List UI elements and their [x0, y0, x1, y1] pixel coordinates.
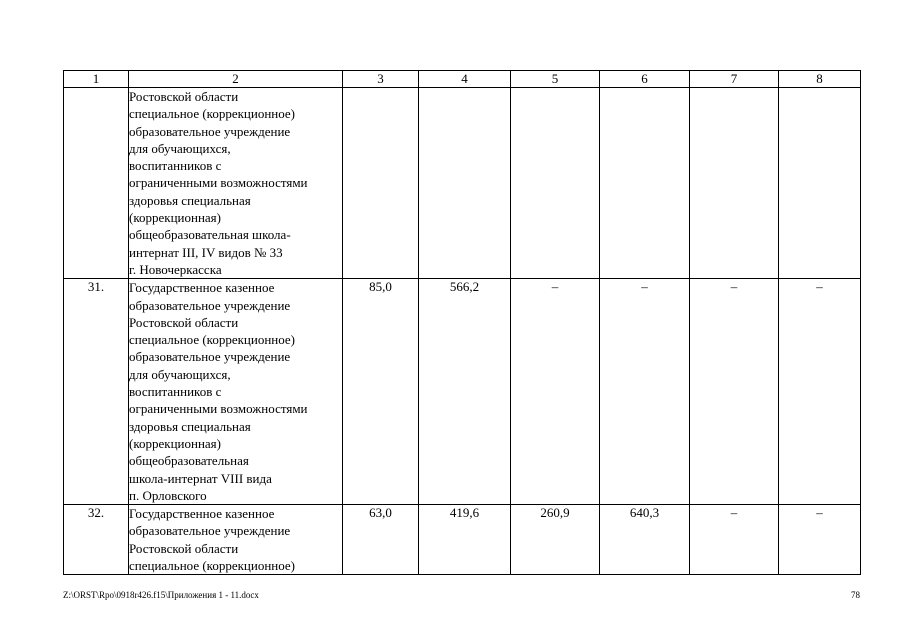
institution-name: [129, 505, 343, 575]
name-line: воспитанников с: [129, 384, 222, 400]
name-line: здоровья специальная: [129, 192, 251, 208]
value-cell-col-8: –: [779, 505, 861, 575]
name-line: образовательное учреждение: [129, 523, 291, 539]
name-line: (коррекционная): [129, 210, 221, 226]
value-cell-col-8: [779, 88, 861, 279]
header-row: [64, 71, 861, 88]
name-line: Ростовской области: [129, 314, 239, 330]
column-header: 8: [779, 71, 861, 88]
name-line: образовательное учреждение: [129, 297, 291, 313]
name-line: Государственное казенное: [129, 280, 275, 296]
table-row: [64, 505, 861, 575]
name-line: специальное (коррекционное): [129, 332, 296, 348]
value-cell-col-6: –: [600, 279, 690, 505]
name-line: п. Орловского: [129, 487, 207, 503]
value-cell-col-3: [343, 88, 419, 279]
name-line: Государственное казенное: [129, 506, 275, 522]
value-cell-col-3: 85,0: [343, 279, 419, 505]
name-line: для обучающихся,: [129, 366, 231, 382]
name-line: г. Новочеркасска: [129, 261, 222, 277]
name-line: Ростовской области: [129, 540, 239, 556]
page-number: 78: [851, 590, 860, 600]
value-cell-col-5: [511, 88, 600, 279]
value-cell-col-7: –: [690, 279, 779, 505]
name-line: специальное (коррекционное): [129, 558, 296, 574]
value-cell-col-4: [419, 88, 511, 279]
name-line: Ростовской области: [129, 89, 239, 104]
row-number: [64, 88, 129, 279]
name-line: общеобразовательная: [129, 453, 249, 469]
data-table: [63, 70, 861, 575]
name-line: специальное (коррекционное): [129, 106, 296, 122]
value-cell-col-8: –: [779, 279, 861, 505]
column-header: 2: [129, 71, 343, 88]
row-number: 32.: [64, 505, 129, 575]
value-cell-col-6: [600, 88, 690, 279]
footer-file-path: Z:\ORST\Rpo\0918r426.f15\Приложения 1 - 11.docx: [63, 590, 259, 600]
column-header: 5: [511, 71, 600, 88]
name-line: общеобразовательная школа-: [129, 227, 291, 243]
value-cell-col-4: 419,6: [419, 505, 511, 575]
name-line: воспитанников с: [129, 158, 222, 174]
name-line: (коррекционная): [129, 435, 221, 451]
table-row: [64, 88, 861, 279]
institution-name: [129, 88, 343, 279]
column-header: 6: [600, 71, 690, 88]
column-header: 7: [690, 71, 779, 88]
value-cell-col-7: [690, 88, 779, 279]
name-line: школа-интернат VIII вида: [129, 470, 272, 486]
name-line: здоровья специальная: [129, 418, 251, 434]
name-line: для обучающихся,: [129, 140, 231, 156]
value-cell-col-3: 63,0: [343, 505, 419, 575]
column-header: 4: [419, 71, 511, 88]
value-cell-col-6: 640,3: [600, 505, 690, 575]
value-cell-col-5: –: [511, 279, 600, 505]
value-cell-col-5: 260,9: [511, 505, 600, 575]
name-line: образовательное учреждение: [129, 123, 291, 139]
column-header: 1: [64, 71, 129, 88]
name-line: ограниченными возможностями: [129, 175, 308, 191]
column-header: 3: [343, 71, 419, 88]
table-row: [64, 279, 861, 505]
institution-name: [129, 279, 343, 505]
name-line: образовательное учреждение: [129, 349, 291, 365]
value-cell-col-4: 566,2: [419, 279, 511, 505]
row-number: 31.: [64, 279, 129, 505]
name-line: интернат III, IV видов № 33: [129, 244, 283, 260]
value-cell-col-7: –: [690, 505, 779, 575]
name-line: ограниченными возможностями: [129, 401, 308, 417]
